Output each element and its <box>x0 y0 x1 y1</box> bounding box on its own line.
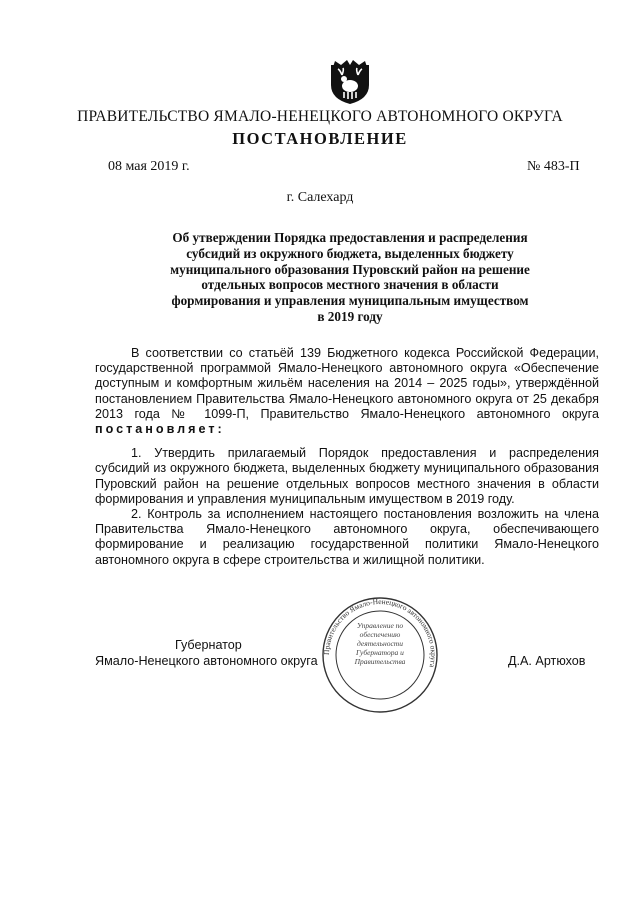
document-title <box>140 230 560 325</box>
signatory-name: Д.А. Артюхов <box>508 654 586 668</box>
signatory-position-line2: Ямало-Ненецкого автономного округа <box>95 654 318 668</box>
coat-of-arms-icon <box>327 59 373 105</box>
title-line: субсидий из окружного бюджета, выделенных бюджету <box>186 245 514 261</box>
resolves-word: постановляет: <box>95 422 225 437</box>
signatory-position-line1: Губернатор <box>175 638 242 652</box>
document-date: 08 мая 2019 г. <box>108 159 190 174</box>
title-line: муниципального образования Пуровский район на решение <box>170 261 530 277</box>
document-body <box>95 346 599 568</box>
document-number: № 483-П <box>527 159 580 174</box>
document-type: ПОСТАНОВЛЕНИЕ <box>232 129 408 148</box>
government-heading: ПРАВИТЕЛЬСТВО ЯМАЛО-НЕНЕЦКОГО АВТОНОМНОГО ОКРУГА <box>77 108 563 125</box>
item-1-paragraph: 1. Утвердить прилагаемый Порядок предоставления и распределения субсидий из окружного бюджета, выделенных бюджету муниципального образования Пуровский район на решение отдельных вопросов местного значения в области формирования и управления муниципальным имуществом в 2019 году. <box>95 446 599 506</box>
title-line: в 2019 году <box>317 308 383 324</box>
title-line: Об утверждении Порядка предоставления и распределения <box>172 230 528 245</box>
preamble-paragraph <box>95 346 599 437</box>
title-line: отдельных вопросов местного значения в области <box>201 277 499 293</box>
seal-inner-text: Управление по обеспечению деятельности Губернатора и Правительства <box>354 621 406 666</box>
preamble-text: В соответствии со статьёй 139 Бюджетного кодекса Российской Федерации, государственной программой Ямало-Ненецкого автономного округа «Обеспечение доступным и комфортным жильём населения на 2014 – 2025 годы», утверждённой постановлением Правительства Ямало-Ненецкого автономного округа от 25 декабря 2013 года № 1099-П, Правительство Ямало-Ненецкого автономного округа <box>95 346 599 421</box>
seal-outer-text: Правительство Ямало-Ненецкого автономного округа <box>321 596 439 669</box>
official-seal <box>320 595 440 715</box>
title-line: формирования и управления муниципальным имуществом <box>171 293 529 309</box>
document-city: г. Салехард <box>286 190 354 205</box>
item-2-paragraph: 2. Контроль за исполнением настоящего постановления возложить на члена Правительства Ямало-Ненецкого автономного округа, обеспечивающего формирование и реализацию государственной политики Ямало-Ненецкого автономного округа в сфере строительства и жилищной политики. <box>95 507 599 567</box>
